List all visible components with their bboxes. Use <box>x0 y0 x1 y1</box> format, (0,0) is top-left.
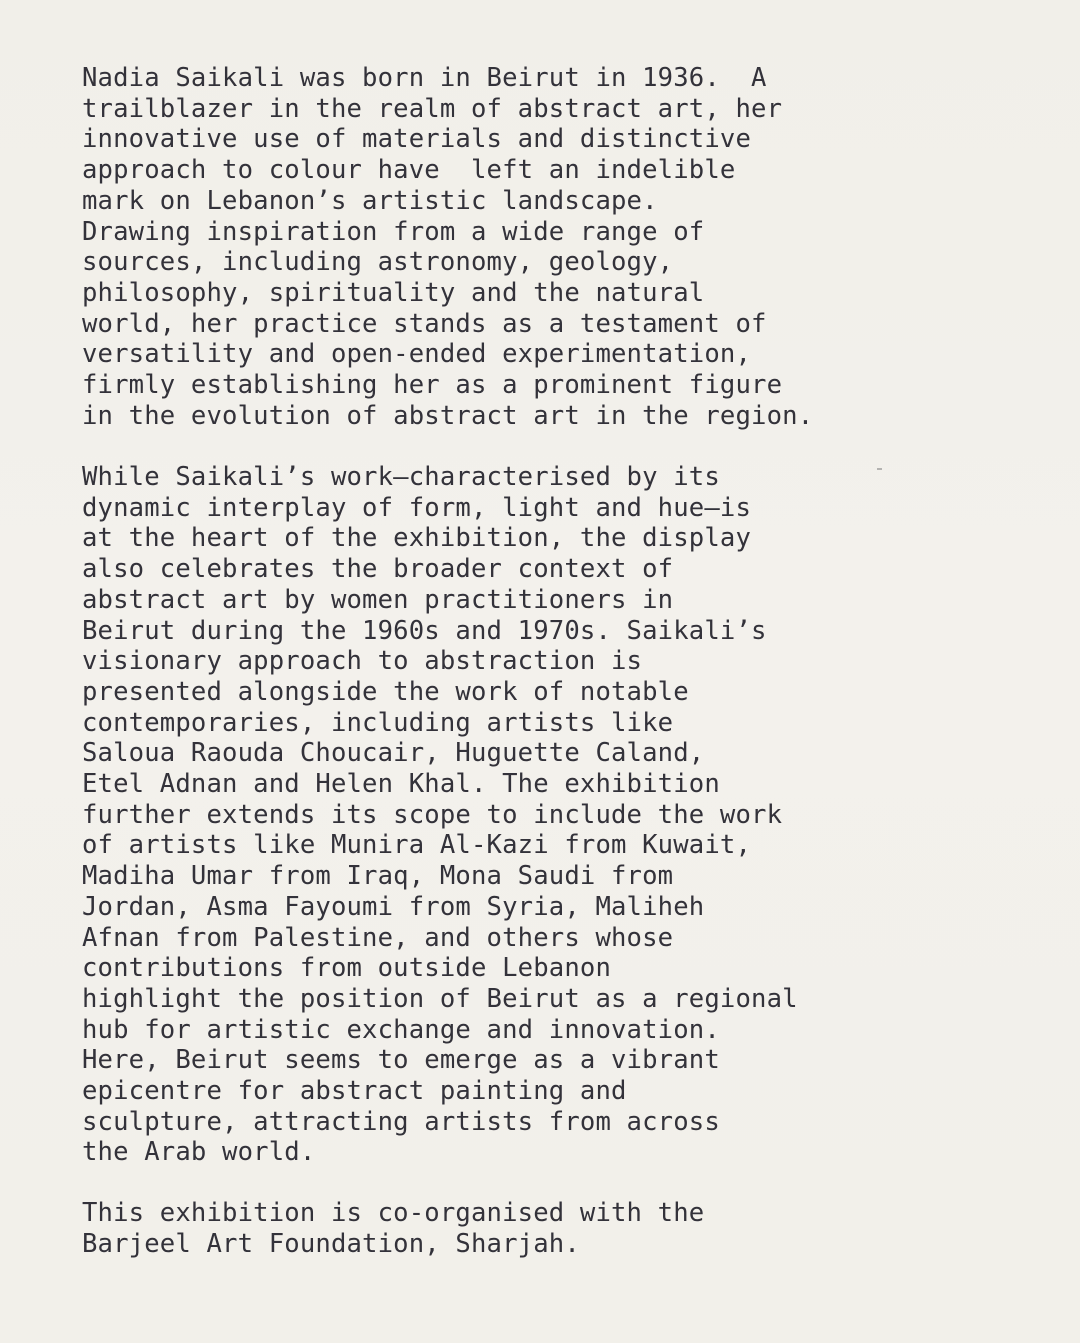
text-line: approach to colour have left an indelible <box>82 155 736 186</box>
text-line: Etel Adnan and Helen Khal. The exhibition <box>82 769 720 800</box>
text-line: dynamic interplay of form, light and hue—is <box>82 492 752 523</box>
text-line: abstract art by women practitioners in <box>82 584 674 615</box>
text-line: presented alongside the work of notable <box>82 676 689 707</box>
text-line: at the heart of the exhibition, the display <box>82 523 752 554</box>
intro-paragraph <box>82 63 882 431</box>
text-line: philosophy, spirituality and the natural <box>82 277 705 308</box>
text-line: Saloua Raouda Choucair, Huguette Caland, <box>82 738 705 769</box>
context-paragraph <box>82 462 882 1168</box>
text-line: epicentre for abstract painting and <box>82 1076 627 1107</box>
text-line: Afnan from Palestine, and others whose <box>82 922 674 953</box>
text-line: sources, including astronomy, geology, <box>82 247 674 278</box>
text-line: in the evolution of abstract art in the region. <box>82 400 814 431</box>
text-line: Nadia Saikali was born in Beirut in 1936. A <box>82 63 767 93</box>
text-line: Madiha Umar from Iraq, Mona Saudi from <box>82 861 674 892</box>
text-line: contemporaries, including artists like <box>82 707 674 738</box>
text-line: world, her practice stands as a testament of <box>82 308 767 339</box>
text-line: This exhibition is co-organised with the <box>82 1198 705 1228</box>
text-line: trailblazer in the realm of abstract art, her <box>82 93 783 124</box>
text-line: While Saikali’s work—characterised by its <box>82 462 720 492</box>
text-line: Jordan, Asma Fayoumi from Syria, Maliheh <box>82 891 705 922</box>
text-line: highlight the position of Beirut as a regional <box>82 983 798 1014</box>
text-line: innovative use of materials and distinctive <box>82 124 752 155</box>
text-line: of artists like Munira Al-Kazi from Kuwait, <box>82 830 752 861</box>
text-line: versatility and open-ended experimentation, <box>82 339 752 370</box>
text-line: hub for artistic exchange and innovation. <box>82 1014 720 1045</box>
wall-speck <box>877 468 882 470</box>
text-line: mark on Lebanon’s artistic landscape. <box>82 185 658 216</box>
text-line: sculpture, attracting artists from across <box>82 1106 720 1137</box>
text-line: Drawing inspiration from a wide range of <box>82 216 705 247</box>
text-line: Here, Beirut seems to emerge as a vibrant <box>82 1045 720 1076</box>
text-line: contributions from outside Lebanon <box>82 953 611 984</box>
credits-paragraph <box>82 1198 882 1259</box>
text-line: Beirut during the 1960s and 1970s. Saikali’s <box>82 615 767 646</box>
text-line: Barjeel Art Foundation, Sharjah. <box>82 1228 580 1259</box>
text-line: also celebrates the broader context of <box>82 554 674 585</box>
text-line: firmly establishing her as a prominent figure <box>82 370 783 401</box>
text-line: visionary approach to abstraction is <box>82 646 643 677</box>
text-line: the Arab world. <box>82 1137 316 1168</box>
text-line: further extends its scope to include the work <box>82 799 783 830</box>
